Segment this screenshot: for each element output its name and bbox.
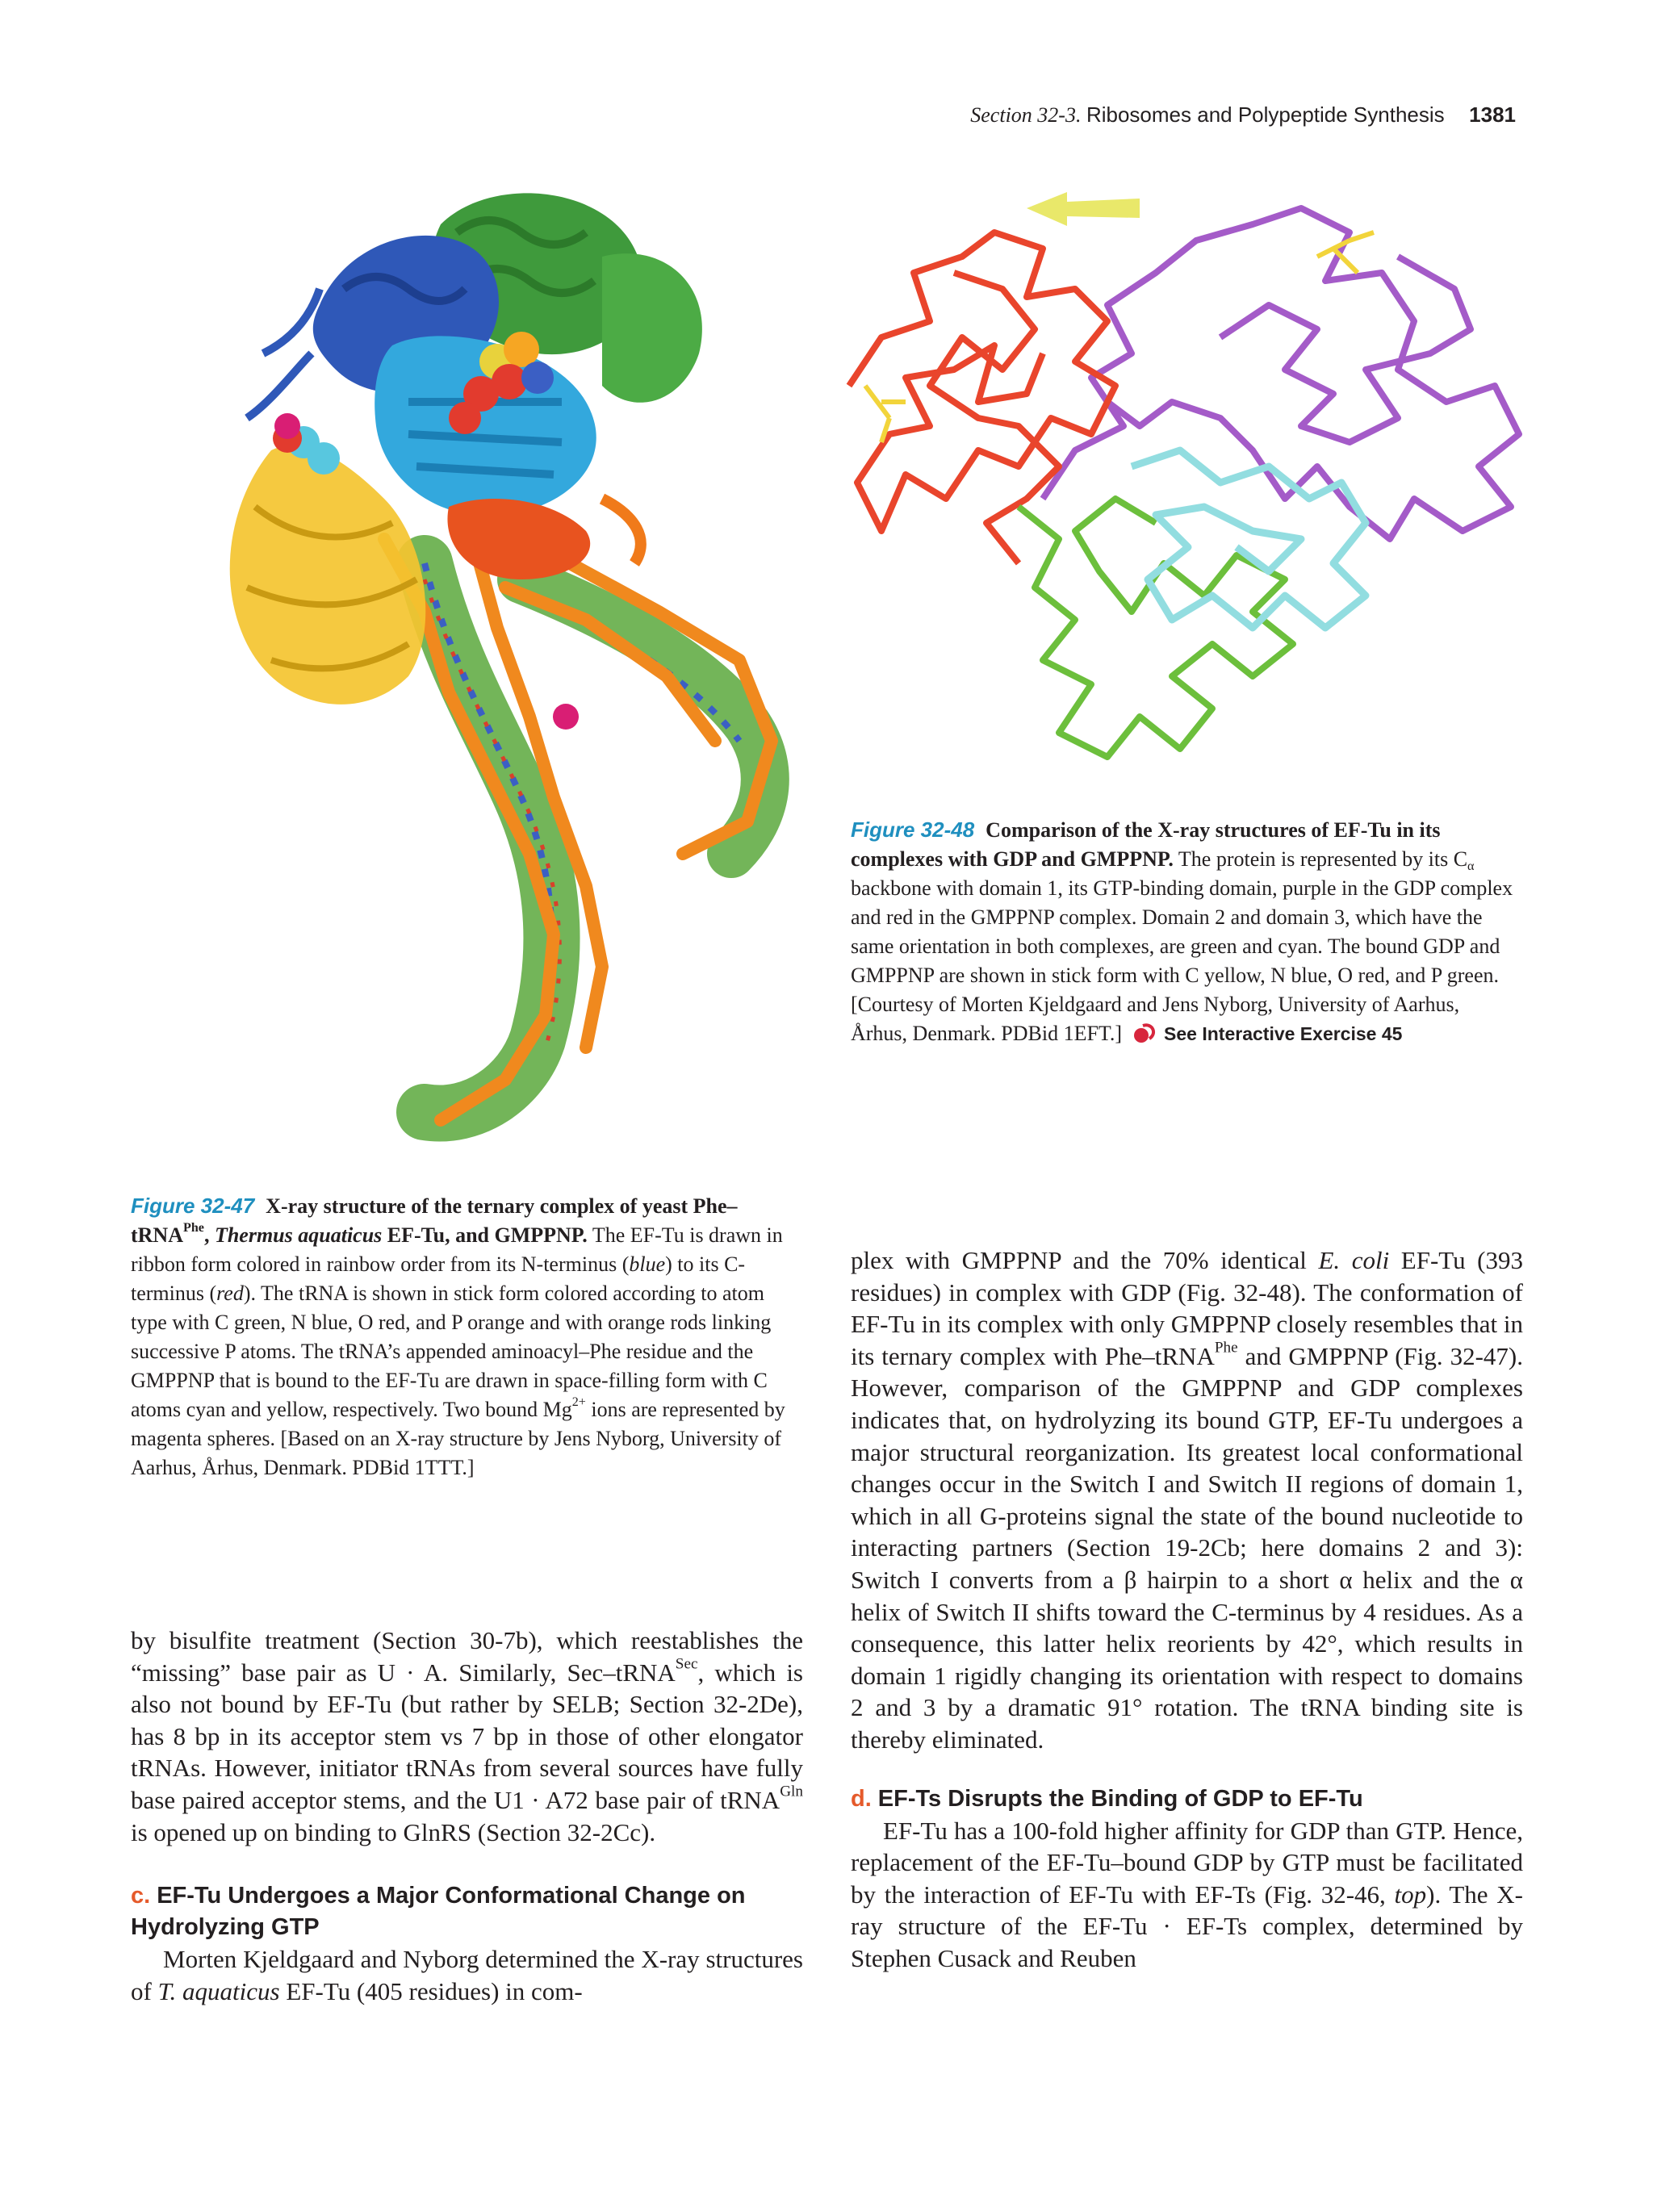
- section-letter: d.: [851, 1785, 872, 1812]
- paragraph-text: ). The X-ray structure of the EF-Tu · EF-Ts complex, determined by Stephen Cusack and Reuben: [851, 1880, 1523, 1972]
- figure-32-47-title-text: ,: [203, 1223, 215, 1247]
- paragraph: [131, 1943, 803, 2007]
- gln-superscript: Gln: [780, 1783, 803, 1800]
- figure-32-48-label: Figure 32-48: [851, 817, 975, 842]
- left-text-column: [131, 1625, 803, 2007]
- ef-tu-yellow-domain: [230, 445, 426, 705]
- figure-32-47-label: Figure 32-47: [131, 1194, 255, 1218]
- species-name: E. coli: [1318, 1246, 1390, 1274]
- paragraph: [851, 1815, 1523, 1975]
- mg-ion: [274, 413, 300, 439]
- domain1-gdp-trace: [1220, 257, 1471, 442]
- sec-superscript: Sec: [675, 1655, 698, 1673]
- figure-32-47-body-italic: blue: [629, 1252, 666, 1276]
- running-head-title: Ribosomes and Polypeptide Synthesis: [1086, 102, 1445, 127]
- mg-ion: [553, 704, 579, 730]
- figure-32-48-image: [833, 160, 1559, 830]
- domain1-gmppnp-trace: [849, 232, 1115, 531]
- figure-32-47-body: ). The tRNA is shown in stick form colored according to atom type with C green, N blue, O red, and P orange and with orange rods linking successive P atoms. The tRNA’s appended aminoacyl–Phe residue and the GMPPNP that is bound to the EF-Tu are drawn in space-filling form with C atoms cyan and yellow, respectively. Two bound Mg: [131, 1282, 772, 1421]
- running-head: [789, 100, 1516, 130]
- section-heading-text: EF-Tu Undergoes a Major Conformational Change on Hydrolyzing GTP: [131, 1883, 746, 1941]
- figure-32-48-body: The protein is represented by its C: [1173, 847, 1468, 871]
- section-heading-c: [131, 1880, 803, 1943]
- running-head-section: Section 32-3.: [970, 103, 1082, 127]
- rotation-arrow: [1027, 192, 1140, 226]
- figure-32-48-body: backbone with domain 1, its GTP-binding domain, purple in the GDP complex and red in the GMPPNP complex. Domain 2 and domain 3, which have the same orientation in both complexes, are green and cyan. The bound GDP and GMPPNP are shown in stick form with C yellow, N blue, O red, and P green. [Courtesy of Morten Kjeldgaard and Jens Nyborg, University of Aarhus, Århus, Denmark. PDBid 1EFT.]: [851, 876, 1513, 1045]
- paragraph-text: , which is also not bound by EF-Tu (but rather by SELB; Section 32-2De), has 8 bp in its acceptor stem vs 7 bp in those of other elongator tRNAs. However, initiator tRNAs from several sources have fully base paired acceptor stems, and the U1 · A72 base pair of tRNA: [131, 1658, 803, 1814]
- figure-32-47-body: The EF-Tu is drawn in ribbon form colored in rainbow order from its N-terminus (: [131, 1223, 783, 1276]
- figure-32-47-title-text: X-ray structure of the ternary complex of yeast Phe–tRNA: [131, 1194, 738, 1247]
- paragraph-text: EF-Tu (393 residues) in complex with GDP (Fig. 32-48). The conformation of EF-Tu in its complex with only GMPPNP closely resembles that in its ternary complex with Phe–tRNA: [851, 1246, 1524, 1370]
- section-heading-d: [851, 1783, 1523, 1815]
- page-number: 1381: [1469, 102, 1516, 127]
- figure-32-47-body: ions are represented by magenta spheres. [Based on an X-ray structure by Jens Nyborg, University of Aarhus, Århus, Denmark. PDBid 1TTT.]: [131, 1398, 785, 1479]
- paragraph-text: and GMPPNP (Fig. 32-47). However, comparison of the GMPPNP and GDP complexes indicates that, on hydrolyzing its bound GTP, EF-Tu undergoes a major structural reorganization. Its greatest local conformational changes occur in the Switch I and Switch II regions of domain 1, which in all G-proteins signal the state of the bound nucleotide to interacting partners (Section 19-2Cb; here domains 2 and 3): Switch I converts from a β hairpin to a short α helix and the α helix of Switch II shifts toward the C-terminus by 4 residues. As a consequence, this latter helix reorients by 42°, which results in domain 1 rigidly changing its orientation with respect to domains 2 and 3 by a dramatic 91° rotation. The tRNA binding site is thereby eliminated.: [851, 1341, 1523, 1754]
- figure-32-48-caption: [851, 815, 1521, 1048]
- interactive-exercise-link[interactable]: See Interactive Exercise 45: [1164, 1023, 1403, 1044]
- paragraph: [851, 1244, 1523, 1756]
- domain3-trace: [1132, 450, 1366, 628]
- right-text-column: [851, 1244, 1523, 1974]
- mg-charge-superscript: 2+: [571, 1395, 586, 1410]
- paragraph-text: is opened up on binding to GlnRS (Section 32-2Cc).: [131, 1817, 656, 1846]
- figure-reference-italic: top: [1394, 1880, 1427, 1909]
- paragraph-text: plex with GMPPNP and the 70% identical: [851, 1246, 1319, 1274]
- paragraph-text: EF-Tu has a 100-fold higher affinity for GDP than GTP. Hence, replacement of the EF-Tu–bound GDP by GTP must be facilitated by the interaction of EF-Tu with EF-Ts (Fig. 32-46,: [851, 1816, 1523, 1909]
- figure-32-47-caption: [131, 1191, 801, 1482]
- paragraph: [131, 1625, 803, 1848]
- figure-32-47-body-italic: red: [216, 1282, 244, 1305]
- section-heading-text: EF-Ts Disrupts the Binding of GDP to EF-Tu: [877, 1785, 1363, 1812]
- section-letter: c.: [131, 1883, 151, 1909]
- ef-tu-red-domain: [447, 499, 640, 579]
- paragraph-text: by bisulfite treatment (Section 30-7b), which reestablishes the “missing” base pair as U · A. Similarly, Sec–tRNA: [131, 1626, 803, 1687]
- figure-32-48-title: Comparison of the X-ray structures of EF-Tu in its complexes with GDP and GMPPNP.: [851, 818, 1441, 871]
- paragraph-text: EF-Tu (405 residues) in com-: [279, 1976, 583, 2005]
- phe-superscript: Phe: [1214, 1339, 1238, 1357]
- species-name: Thermus aquaticus: [214, 1223, 383, 1247]
- paragraph-text: Morten Kjeldgaard and Nyborg determined the X-ray structures of: [131, 1945, 803, 2005]
- c-alpha-subscript: α: [1467, 859, 1475, 873]
- figure-32-47-title-text: EF-Tu, and GMPPNP.: [382, 1223, 588, 1247]
- figure-32-47-body: ) to its C-terminus (: [131, 1252, 746, 1305]
- figure-32-47-image: [182, 160, 835, 1143]
- domain1-gdp-trace: [1043, 208, 1519, 539]
- phe-superscript: Phe: [183, 1221, 204, 1236]
- interactive-exercise-icon[interactable]: [1133, 1021, 1157, 1045]
- species-name: T. aquaticus: [157, 1976, 280, 2005]
